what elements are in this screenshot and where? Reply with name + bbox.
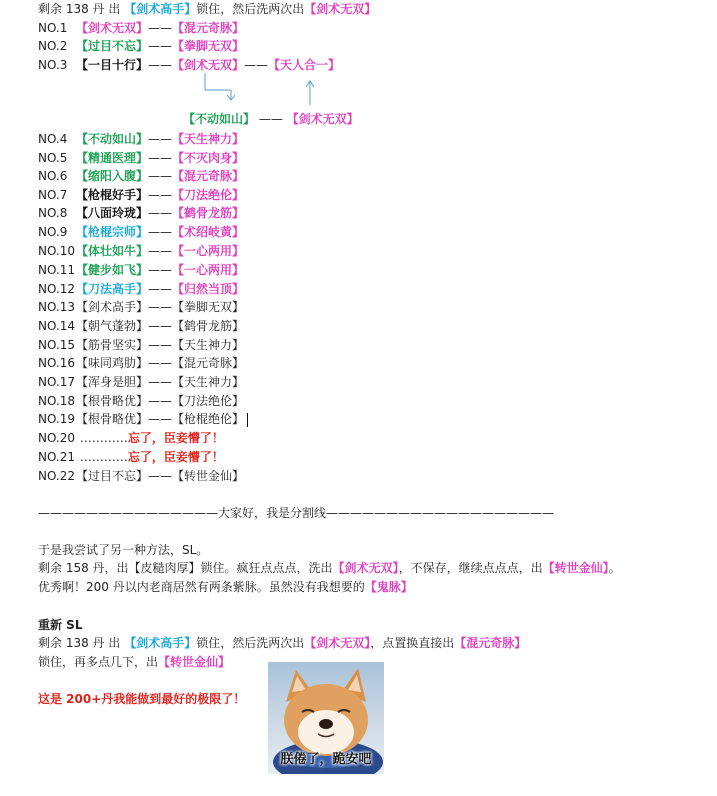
row-number: NO.10 [38,244,76,258]
para1-text: 。 [608,561,621,575]
divider-left: ——————————————— [38,506,218,520]
para1-text: 于是我尝试了另一种方法，SL。 [38,543,209,557]
row-number: NO.19 [38,412,76,426]
row-number: NO.4 [38,132,68,146]
branch-dash: —— [258,112,283,126]
row-skill-a: 【刀法高手】 [76,282,149,296]
row-number: NO.16 [38,356,76,370]
row-skill-a: 【剑术高手】 [76,300,149,314]
row-dash: —— [148,132,173,146]
row-number: NO.18 [38,394,76,408]
para1-line1 [38,541,208,559]
row-dash: —— [148,263,173,277]
row-skill-c: 【天人合一】 [268,58,341,72]
row-dash: —— [148,206,173,220]
row-skill-b: 【转世金仙】 [172,469,245,483]
row-number: NO.9 [38,225,68,239]
row-skill-a: 【浑身是胆】 [76,375,149,389]
para2-text: 锁住，然后洗两次出 [196,636,305,650]
row-skill-b: 【天生神力】 [172,338,245,352]
row-skill-a: 【一目十行】 [76,58,149,72]
row-skill-b: 【拳脚无双】 [172,300,245,314]
row-number: NO.3 [38,58,68,72]
row-skill-a: 【味同鸡肋】 [76,356,149,370]
text-cursor [247,413,248,427]
row-skill-a: 【筋骨坚实】 [76,338,149,352]
row-skill-b: 【混元奇脉】 [172,169,245,183]
result-row [38,280,244,298]
row-dash: —— [148,21,173,35]
header-skill-2: 【剑术无双】 [304,2,377,16]
row-number: NO.8 [38,206,68,220]
row-skill-b: 【一心两用】 [172,244,245,258]
result-row [38,167,244,185]
result-row [38,354,244,372]
row-dash: —— [148,39,173,53]
para1-skill: 【剑术无双】 [332,561,399,575]
header-skill-1: 【剑术高手】 [124,2,197,16]
row-skill-b: 【天生神力】 [172,132,245,146]
row-skill-a: 【枪棍好手】 [76,188,149,202]
para2-skill: 【剑术高手】 [124,636,197,650]
divider-line [38,504,554,522]
row-skill-b: 【天生神力】 [172,375,245,389]
header-text-1: 剩余 138 丹 出 [38,2,121,16]
result-row [38,37,244,55]
para1-line3 [38,578,413,596]
row-dash: —— [244,58,269,72]
divider-text: 大家好，我是分割线 [218,506,327,520]
row-forgot-text: 忘了，臣妾懵了！ [127,450,224,464]
result-row [38,298,244,316]
para2-title: 重新 SL [38,618,83,632]
row-skill-b: 【术绍岐黄】 [172,225,245,239]
row-number: NO.15 [38,338,76,352]
row-skill-b: 【不灭肉身】 [172,151,245,165]
row-dash: —— [148,58,173,72]
branch-skill-a: 【不动如山】 [183,112,256,126]
row-dash: —— [148,244,173,258]
result-row [38,317,244,335]
row-number: NO.17 [38,375,76,389]
row-number: NO.12 [38,282,76,296]
row-dash: —— [148,282,173,296]
row-skill-a: 【不动如山】 [76,132,149,146]
result-row [38,56,340,74]
doge-meme-image [268,662,384,774]
row-skill-a: 【体壮如牛】 [76,244,149,258]
para2-text: 锁住，再多点几下，出 [38,655,159,669]
header-line [38,0,376,18]
row-number: NO.6 [38,169,68,183]
para2-line2 [38,653,230,671]
row-dash: —— [148,394,173,408]
final-remark: 这是 200+丹我能做到最好的极限了！ [38,692,246,706]
row-number: NO.11 [38,263,76,277]
row-no21 [38,448,224,466]
result-row [38,261,244,279]
result-row [38,204,244,222]
row-dash: —— [148,375,173,389]
result-row [38,242,244,260]
row-skill-a: 【八面玲珑】 [76,206,149,220]
row-skill-a: 【缩阳入腹】 [76,169,149,183]
result-row [38,336,244,354]
branch-line [183,110,359,128]
meme-caption: 朕倦了，跪安吧 [280,752,372,767]
row-skill-a: 【健步如飞】 [76,263,149,277]
para1-line2 [38,559,621,577]
row-number: NO.14 [38,319,76,333]
row-skill-a: 【过目不忘】 [76,469,149,483]
row-dash: —— [148,151,173,165]
branch-arrow-down-head [227,95,235,100]
row-number: NO.7 [38,188,68,202]
row-number: NO.5 [38,151,68,165]
row-dash: —— [148,356,173,370]
row-skill-b: 【归然当顶】 [172,282,245,296]
row-dash: —— [148,338,173,352]
row-dots: ………… [79,431,128,445]
result-row [38,149,244,167]
row-no20 [38,429,224,447]
row-skill-b: 【刀法绝伦】 [172,188,245,202]
row-dash: —— [148,412,173,426]
row-number: NO.1 [38,21,68,35]
row-skill-b: 【一心两用】 [172,263,245,277]
result-row [38,373,244,391]
row-skill-b: 【剑术无双】 [172,58,245,72]
para2-skill: 【剑术无双】 [304,636,371,650]
para2-line1 [38,634,526,652]
result-row [38,392,244,410]
para2-text: 剩余 138 丹 出 [38,636,121,650]
row-skill-b: 【混元奇脉】 [172,356,245,370]
row-skill-a: 【剑术无双】 [76,21,149,35]
row-skill-b: 【枪棍绝伦】 [172,412,245,426]
row-skill-b: 【鹤骨龙筋】 [172,206,245,220]
row-skill-b: 【鹤骨龙筋】 [172,319,245,333]
row-skill-a: 【精通医理】 [76,151,149,165]
result-row [38,223,244,241]
row-skill-b: 【拳脚无双】 [172,39,245,53]
branch-skill-b: 【剑术无双】 [286,112,359,126]
row-dots: ………… [79,450,128,464]
divider-right: ——————————————————— [326,506,555,520]
para1-text: 剩余 158 丹，出【皮糙肉厚】锁住。疯狂点点点，洗出 [38,561,333,575]
row-skill-b: 【混元奇脉】 [172,21,245,35]
para2-skill: 【混元奇脉】 [454,636,527,650]
row-skill-a: 【根骨略优】 [76,394,149,408]
row-skill-a: 【枪棍宗师】 [76,225,149,239]
row-number: NO.21 [38,450,76,464]
row-forgot-text: 忘了，臣妾懵了！ [127,431,224,445]
row-number: NO.20 [38,431,76,445]
para2-skill: 【转世金仙】 [158,655,231,669]
row-skill-b: 【刀法绝伦】 [172,394,245,408]
row-dash: —— [148,300,173,314]
row-dash: —— [148,169,173,183]
row-skill-a: 【过目不忘】 [76,39,149,53]
para1-skill: 【转世金仙】 [542,561,609,575]
result-row [38,410,248,428]
row-skill-a: 【根骨略优】 [76,412,149,426]
branch-arrow-up-head [306,81,314,87]
row-dash: —— [148,319,173,333]
para1-text: ，不保存，继续点点点，出 [398,561,543,575]
result-row [38,467,244,485]
row-skill-a: 【朝气蓬勃】 [76,319,149,333]
row-dash: —— [148,225,173,239]
para2-text: ，点置换直接出 [370,636,455,650]
row-number: NO.22 [38,469,76,483]
branch-arrow-down [205,73,231,99]
para1-text: 优秀啊！200 丹以内老商居然有两条紫脉。虽然没有我想要的 [38,580,365,594]
row-number: NO.13 [38,300,76,314]
header-text-2: 锁住，然后洗两次出 [196,2,305,16]
row-number: NO.2 [38,39,68,53]
row-dash: —— [148,469,173,483]
result-row [38,130,244,148]
result-row [38,19,244,37]
result-row [38,186,244,204]
row-dash: —— [148,188,173,202]
para1-skill: 【鬼脉】 [364,580,413,594]
